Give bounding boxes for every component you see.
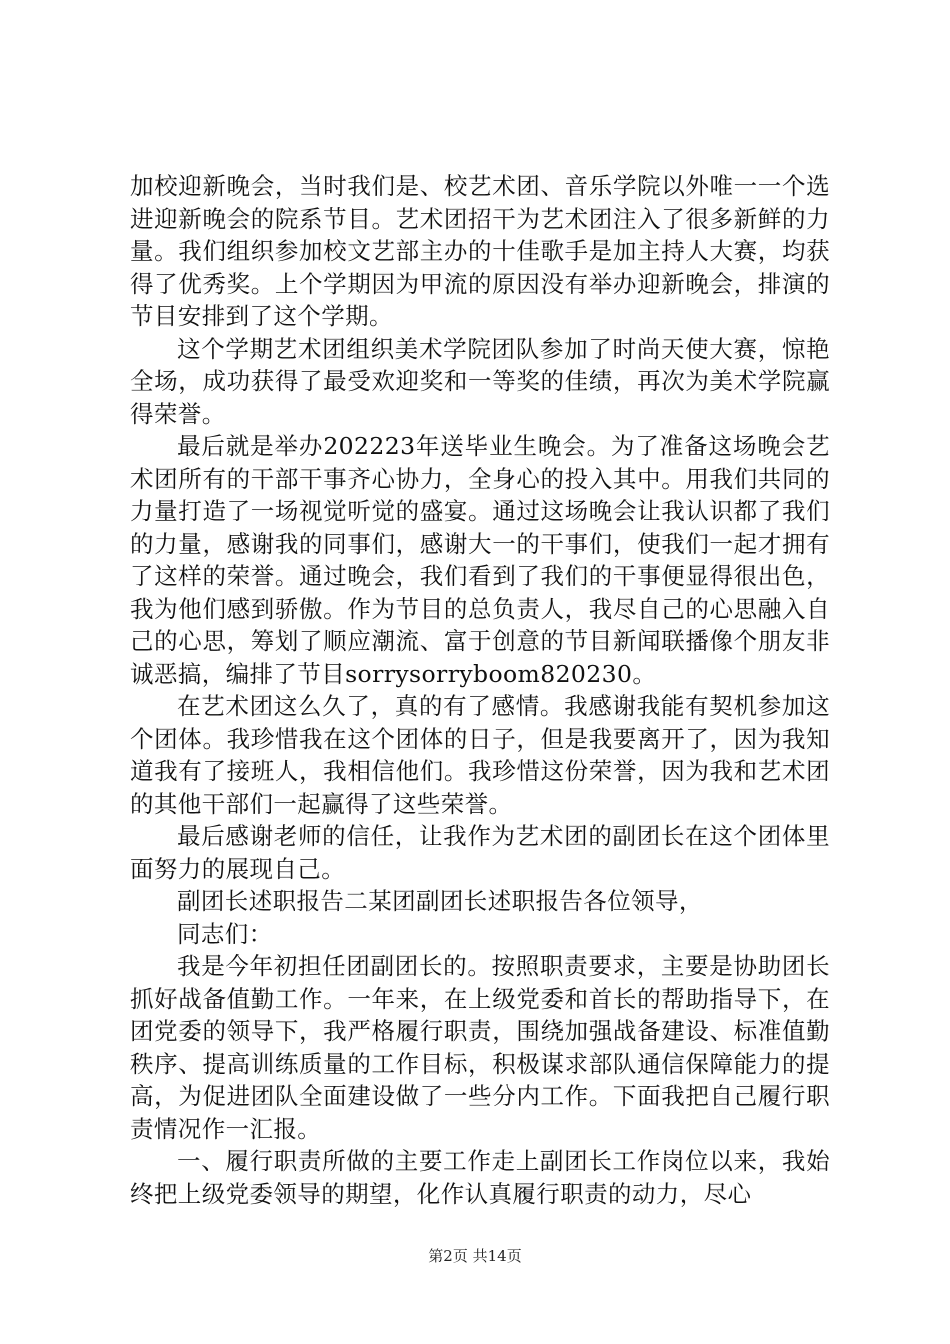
paragraph-5: 最后感谢老师的信任，让我作为艺术团的副团长在这个团体里面努力的展现自己。 [130, 822, 830, 883]
paragraph-4: 在艺术团这么久了，真的有了感情。我感谢我能有契机参加这个团体。我珍惜我在这个团体的日子，但是我要离开了，因为我知道我有了接班人，我相信他们。我珍惜这份荣誉，因为我和艺术团的其他干部们一起赢得了这些荣誉。 [130, 692, 830, 818]
paragraph-7: 同志们： [177, 919, 273, 948]
page-footer [0, 1246, 950, 1266]
paragraph-3: 最后就是举办202223年送毕业生晚会。为了准备这场晚会艺术团所有的干部干事齐心协力，全身心的投入其中。用我们共同的力量打造了一场视觉听觉的盛宴。通过这场晚会让我认识都了我们的力量，感谢我的同事们，感谢大一的干事们，使我们一起才拥有了这样的荣誉。通过晚会，我们看到了我们的干事便显得很出色，我为他们感到骄傲。作为节目的总负责人，我尽自己的心思融入自己的心思，筹划了顺应潮流、富于创意的节目新闻联播像个朋友非诚恶搞，编排了节目sorrysorryboom820230。 [130, 432, 830, 688]
document-body [130, 170, 830, 1210]
paragraph-9: 一、履行职责所做的主要工作走上副团长工作岗位以来，我始终把上级党委领导的期望，化作认真履行职责的动力，尽心 [130, 1147, 830, 1208]
paragraph-6: 副团长述职报告二某团副团长述职报告各位领导， [177, 887, 703, 915]
paragraph-8: 我是今年初担任团副团长的。按照职责要求，主要是协助团长抓好战备值勤工作。一年来，在上级党委和首长的帮助指导下，在团党委的领导下，我严格履行职责，围绕加强战备建设、标准值勤秩序、提高训练质量的工作目标，积极谋求部队通信保障能力的提高，为促进团队全面建设做了一些分内工作。下面我把自己履行职责情况作一汇报。 [130, 952, 830, 1143]
page-number: 第2页 共14页 [428, 1247, 522, 1265]
paragraph-1: 加校迎新晚会，当时我们是、校艺术团、音乐学院以外唯一一个选进迎新晚会的院系节目。艺术团招干为艺术团注入了很多新鲜的力量。我们组织参加校文艺部主办的十佳歌手是加主持人大赛，均获得了优秀奖。上个学期因为甲流的原因没有举办迎新晚会，排演的节目安排到了这个学期。 [130, 172, 830, 330]
paragraph-2: 这个学期艺术团组织美术学院团队参加了时尚天使大赛，惊艳全场，成功获得了最受欢迎奖和一等奖的佳绩，再次为美术学院赢得荣誉。 [130, 334, 830, 428]
